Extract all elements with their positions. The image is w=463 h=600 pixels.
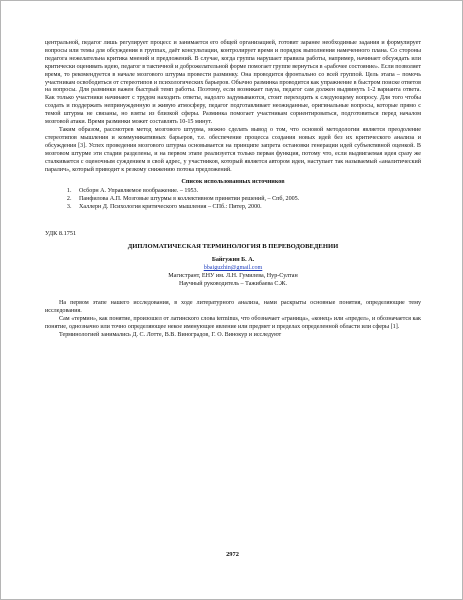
body-paragraph: Таким образом, рассмотрев метод мозгового штурма, можно сделать вывод о том, что основой методологии является преодоление стереотипов мышления и коммуникативных барьеров, т.е. обеспечение процесса создания новых идей без их критического анализа и обсуждения [3]. Успех проведения мозгового штурма основывается на принципе запрета остановки генерации идей субъективной оценкой. В мозговом штурме эти стадии разделены, и на первом этапе реализуется только первая функция, потому что, если выдвигаемая идея сразу же сталкивается с оценочным суждением в свой адрес, у участников, который является автором идеи, наступает так называемый «аналитический паралич», который приводит к резкому снижению потока предложений. [45,126,421,173]
udk-code: УДК 8.1751 [45,230,77,238]
body-paragraph: центральной, педагог лишь регулирует процесс и занимается его общей организацией, готовит заранее необходимые задания и формулирует вопросы или темы для обсуждения в группах, даёт консультации, контролирует время и порядок выполнения намеченного плана. Со стороны педагога нежелательна критика мнений и предложений. В случае, когда группа нарушает правила работы, например, начинает обсуждать или критически оценивать идею, педагог в тактичной и доброжелательной форме помогает группе вернуться в «рабочее состояние». Если позволяет время, то рекомендуется в начале мозгового штурма провести разминку. Она проводится фронтально со всей группой. Цель этапа – помочь участникам освободиться от стереотипов и психологических барьеров. Обычно разминка проводится как упражнение в быстром поиске ответов на вопросы. Для разминки важен быстрый темп работы. Поэтому, если возникает пауза, педагог сам должен выдвинуть 1-2 варианта ответа. Как только участники начинают с трудом находить ответы, надолго задумываются, стоит переходить к следующему вопросу. Для того чтобы создать и поддержать непринужденную и живую атмосферу, педагог подготавливает неожиданные, оригинальные вопросы, которые прямо с темой штурма не связаны, но взяты из близкой сферы. Разминка помогает участникам сориентироваться, подготовиться перед началом мозговой атаки. Время разминки может составлять 10-15 минут. [45,40,421,126]
page-content [45,40,421,340]
author-email-link[interactable]: bbaiguzhin@gmail.com [203,265,263,272]
article-title: ДИПЛОМАТИЧЕСКАЯ ТЕРМИНОЛОГИЯ В ПЕРЕВОДОВЕДЕНИИ [127,243,339,251]
references-list [45,188,421,212]
body-paragraph: Сам «термин», как понятие, произошел от латинского слова terminus, что обозначает «граница», «конец» или «предел», и обозначается как понятие, однозначно или точно определяющее некое именующее явление или предмет и пределах определенной области или сферы [1]. [45,315,421,330]
supervisor-line: Научный руководитель – Тажибаева С.Ж. [179,281,287,288]
author-affiliation: Магистрант, ЕНУ им. Л.Н. Гумилева, Нур-Султан [168,273,298,280]
author-name: Байгужин Б. А. [211,257,255,264]
page-number: 2972 [226,551,239,558]
reference-item: 2. Панфилова А.П. Мозговые штурмы в коллективном принятии решений, – Спб, 2005. [73,196,421,204]
body-paragraph: На первом этапе нашего исследования, в ходе литературного анализа, нами раскрыты основные понятия, определяющие тему исследования. [45,300,421,315]
reference-item: 1. Осборн А. Управляемое воображение. – 1953. [73,188,421,196]
body-paragraph: Терминологией занимались Д. С. Лотте, В.В. Виноградов, Г. О. Винокур и исследуют [59,331,282,338]
reference-item: 3. Халлерн Д. Психология критического мышления – СПб.: Питер, 2000. [73,204,421,212]
references-heading: Список использованных источников [181,178,285,186]
